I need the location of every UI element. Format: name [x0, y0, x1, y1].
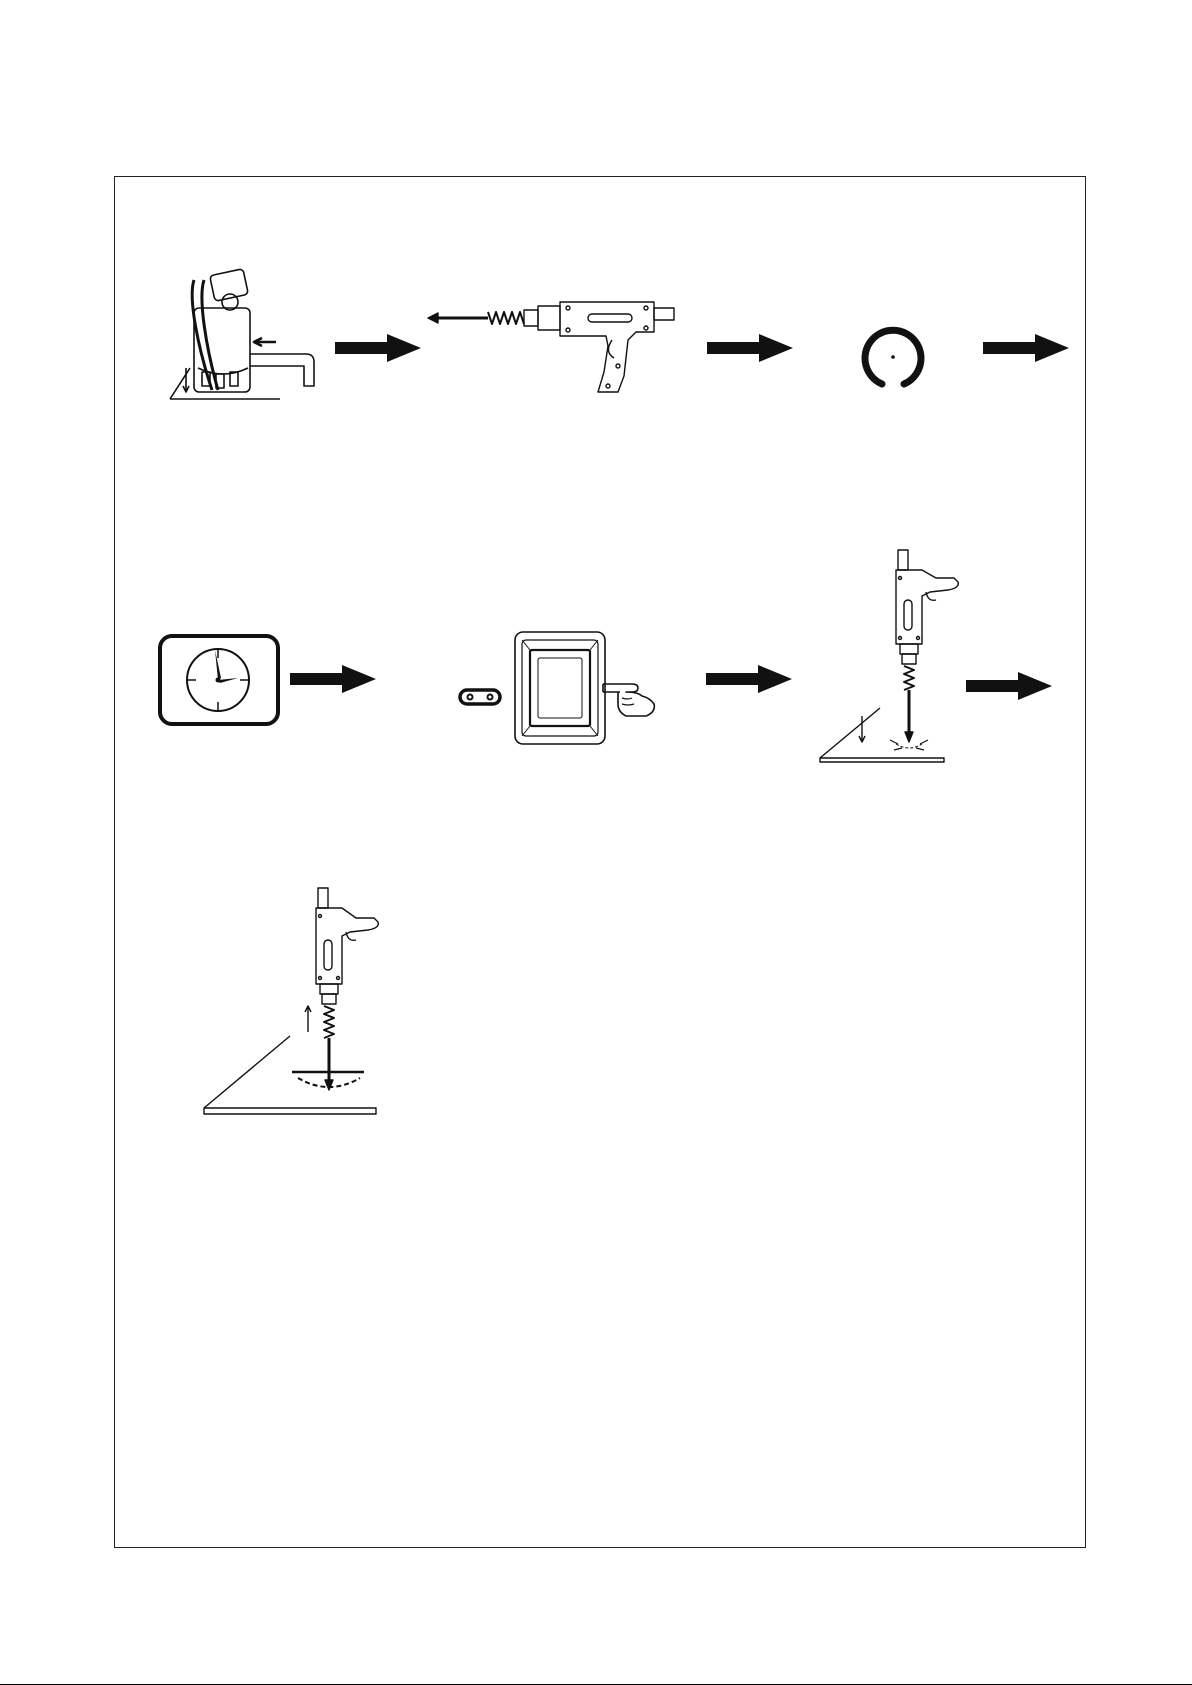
flow-arrow: [983, 334, 1069, 367]
ground-clamp-connect-icon: [168, 268, 318, 403]
trigger-press-icon: [460, 628, 670, 748]
flow-arrow: [335, 334, 421, 367]
flow-arrow: [290, 665, 376, 698]
gun-weld-down-icon: [818, 548, 948, 764]
flow-arrow: [966, 672, 1052, 705]
gun-lift-up-icon: [202, 886, 382, 1116]
flow-arrow: [706, 665, 792, 698]
timer-setting-icon: [158, 634, 280, 726]
power-knob-icon: [860, 326, 926, 392]
flow-arrow: [707, 334, 793, 367]
stud-gun-insert-stud-icon: [428, 296, 698, 396]
